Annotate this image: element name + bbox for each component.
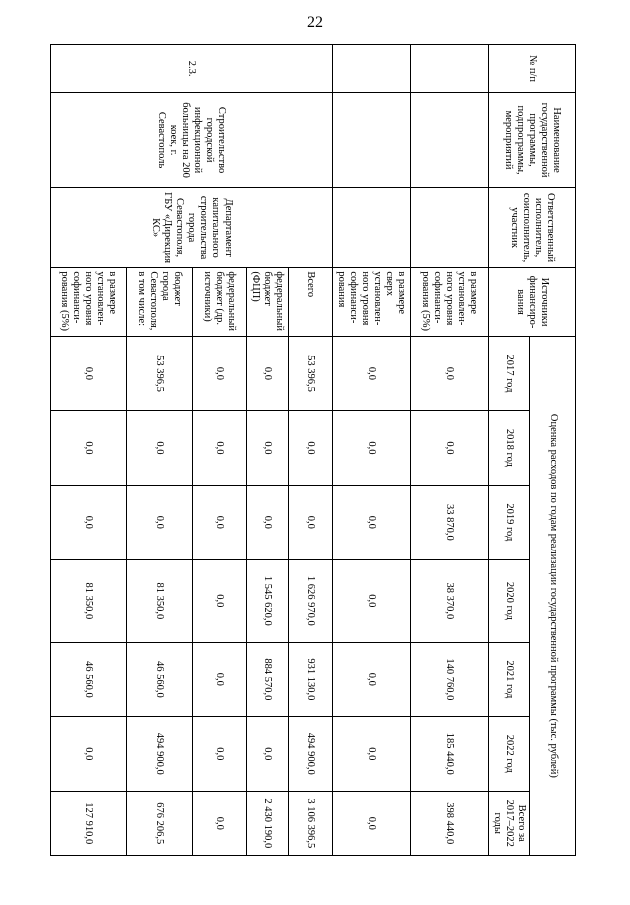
table-area xyxy=(54,44,630,849)
row-name: Строительство городской инфекционной больницы на 200 коек, г. Севастополь xyxy=(50,93,332,188)
value-total: 3 106 396,5 xyxy=(288,791,332,856)
value-2020: 0,0 xyxy=(192,560,246,643)
value-2020: 81 350,0 xyxy=(50,560,126,643)
value-2018: 0,0 xyxy=(126,411,192,485)
value-2021: 0,0 xyxy=(192,642,246,716)
header-estimate: Оценка расходов по годам реализации государственной программы (тыс. рублей) xyxy=(530,336,576,855)
value-2018: 0,0 xyxy=(192,411,246,485)
value-2019: 0,0 xyxy=(288,485,332,559)
page-number: 22 xyxy=(307,14,323,31)
value-2018: 0,0 xyxy=(332,411,410,485)
value-2021: 140 760,0 xyxy=(410,642,488,716)
row-source: в размере установлен-ного уровня софинанси-рования (5%) xyxy=(410,268,488,336)
value-2019: 0,0 xyxy=(126,485,192,559)
value-2022: 494 900,0 xyxy=(126,717,192,791)
header-year-2017: 2017 год xyxy=(488,336,529,410)
row-name xyxy=(410,93,488,188)
value-2017: 0,0 xyxy=(332,336,410,410)
row-source: федеральный бюджет (др. источники) xyxy=(192,268,246,336)
value-total: 0,0 xyxy=(332,791,410,856)
value-2022: 0,0 xyxy=(192,717,246,791)
table-row xyxy=(288,45,332,856)
value-2021: 931 130,0 xyxy=(288,642,332,716)
value-2020: 0,0 xyxy=(332,560,410,643)
header-name: Наименование государственной программы, подпрограммы, мероприятий xyxy=(488,93,575,188)
header-source: Источники финансиро-вания xyxy=(488,268,575,336)
value-total: 2 430 190,0 xyxy=(246,791,288,856)
value-2020: 1 545 620,0 xyxy=(246,560,288,643)
value-2022: 0,0 xyxy=(332,717,410,791)
value-2018: 0,0 xyxy=(50,411,126,485)
value-2017: 0,0 xyxy=(246,336,288,410)
header-year-2022: 2022 год xyxy=(488,717,529,791)
header-year-2018: 2018 год xyxy=(488,411,529,485)
row-source: в размере установлен-ного уровня софинанси-рования (5%) xyxy=(50,268,126,336)
value-2022: 494 900,0 xyxy=(288,717,332,791)
value-2017: 0,0 xyxy=(192,336,246,410)
header-num: № п/п xyxy=(488,45,575,93)
value-2017: 0,0 xyxy=(50,336,126,410)
row-executor xyxy=(332,187,410,267)
value-2021: 46 560,0 xyxy=(50,642,126,716)
row-executor: Департамент капитального строительства города Севастополя, ГБУ «Дирекция КС» xyxy=(50,187,332,267)
value-total: 398 440,0 xyxy=(410,791,488,856)
value-2019: 0,0 xyxy=(192,485,246,559)
value-2019: 33 870,0 xyxy=(410,485,488,559)
row-source: федеральный бюджет (ФЦП) xyxy=(246,268,288,336)
value-2019: 0,0 xyxy=(246,485,288,559)
row-num: 2.3. xyxy=(50,45,332,93)
value-2020: 1 626 970,0 xyxy=(288,560,332,643)
header-year-2020: 2020 год xyxy=(488,560,529,643)
header-year-2021: 2021 год xyxy=(488,642,529,716)
value-2017: 53 396,5 xyxy=(126,336,192,410)
value-total: 127 910,0 xyxy=(50,791,126,856)
value-2018: 0,0 xyxy=(410,411,488,485)
row-source: в размере сверх установлен-ного уровня софинанси-рования xyxy=(332,268,410,336)
value-2019: 0,0 xyxy=(332,485,410,559)
row-num xyxy=(332,45,410,93)
expenses-table xyxy=(50,44,576,856)
row-source: бюджет города Севастополя, в том числе: xyxy=(126,268,192,336)
value-2020: 38 370,0 xyxy=(410,560,488,643)
row-num xyxy=(410,45,488,93)
value-2017: 0,0 xyxy=(410,336,488,410)
header-total: Всего за 2017–2022 годы xyxy=(488,791,529,856)
row-source: Всего xyxy=(288,268,332,336)
row-executor xyxy=(410,187,488,267)
value-2019: 0,0 xyxy=(50,485,126,559)
row-name xyxy=(332,93,410,188)
value-total: 0,0 xyxy=(192,791,246,856)
value-2018: 0,0 xyxy=(246,411,288,485)
value-2021: 46 560,0 xyxy=(126,642,192,716)
value-2021: 0,0 xyxy=(332,642,410,716)
value-2020: 81 350,0 xyxy=(126,560,192,643)
value-2017: 53 396,5 xyxy=(288,336,332,410)
value-2021: 884 570,0 xyxy=(246,642,288,716)
header-year-2019: 2019 год xyxy=(488,485,529,559)
value-2022: 185 440,0 xyxy=(410,717,488,791)
value-2018: 0,0 xyxy=(288,411,332,485)
header-executor: Ответственный исполнитель, соисполнитель, участник xyxy=(488,187,575,267)
value-total: 676 206,5 xyxy=(126,791,192,856)
table-row xyxy=(332,45,410,856)
rotated-table-container xyxy=(54,44,576,856)
value-2022: 0,0 xyxy=(50,717,126,791)
value-2022: 0,0 xyxy=(246,717,288,791)
table-row xyxy=(410,45,488,856)
